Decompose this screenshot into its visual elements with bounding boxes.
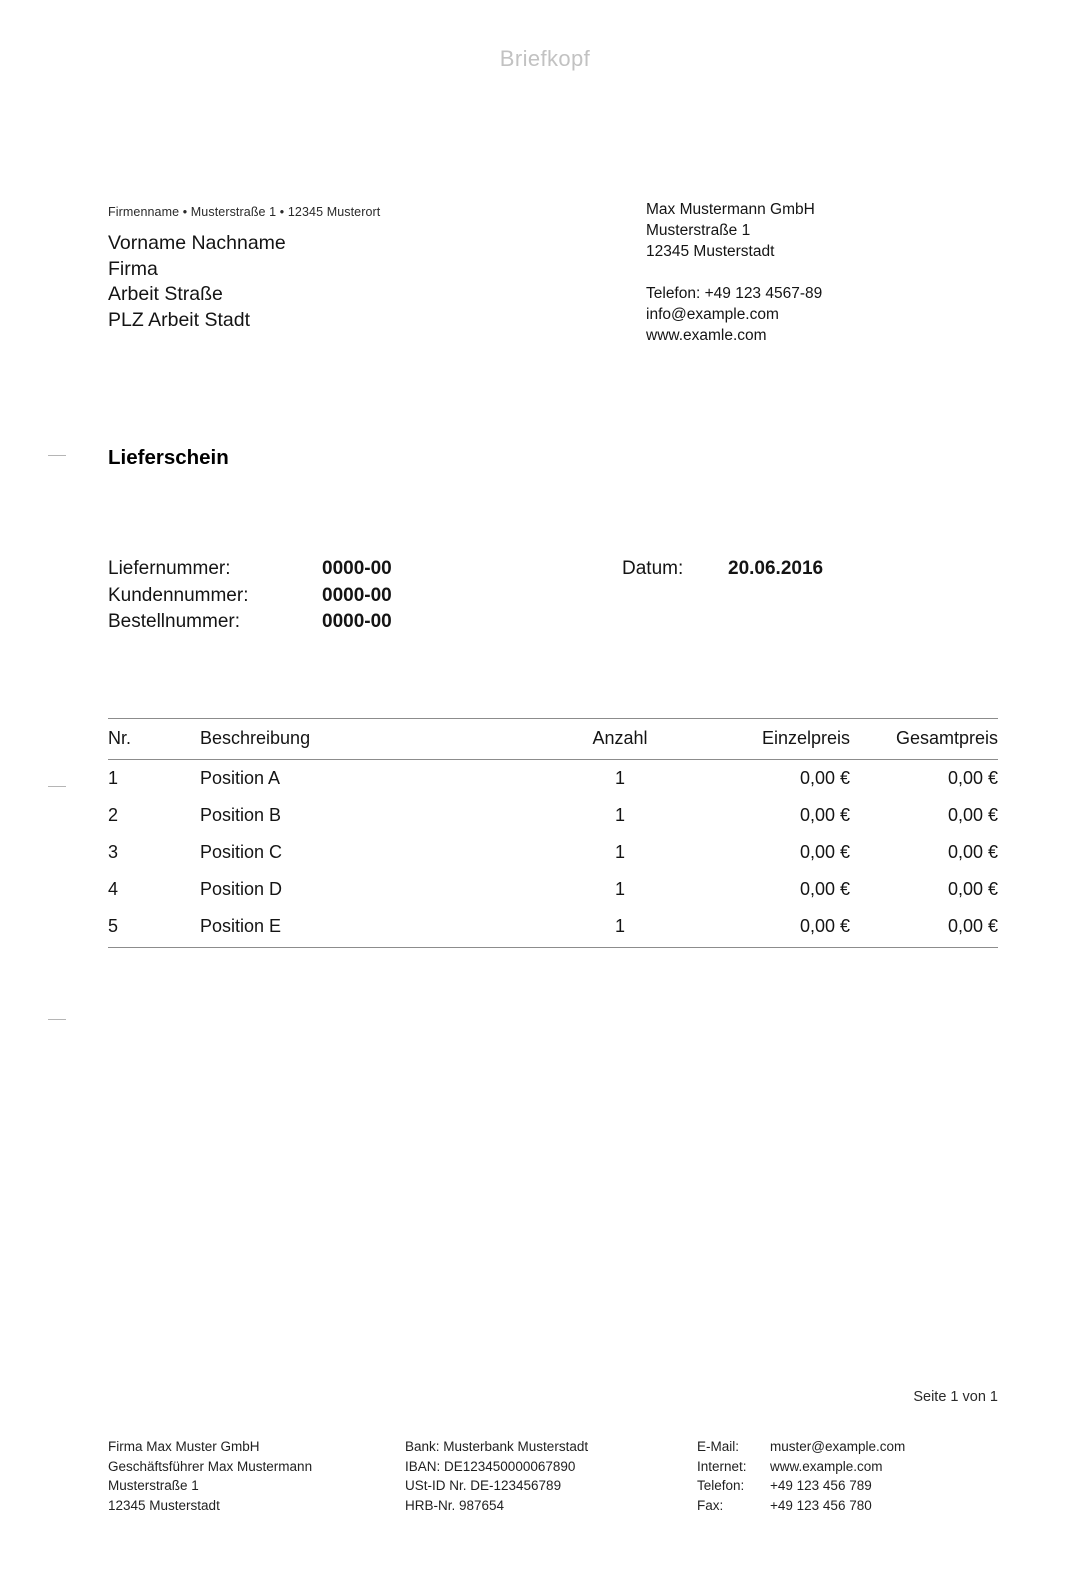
- meta-value: 0000-00: [322, 611, 392, 632]
- cell-unit-price: 0,00 €: [799, 805, 850, 825]
- date-label: Datum:: [622, 558, 684, 579]
- items-table-head: [108, 719, 998, 760]
- meta-label: Liefernummer:: [108, 558, 231, 579]
- items-table-body: [108, 760, 998, 948]
- sender-address: [646, 199, 822, 346]
- page-footer: [108, 1437, 1008, 1515]
- cell-quantity: 1: [540, 908, 700, 948]
- footer-internet-label: Internet:: [697, 1458, 747, 1474]
- cell-unit-price: 0,00 €: [700, 908, 850, 948]
- document-title: Lieferschein: [108, 446, 229, 469]
- document-date: [622, 556, 823, 583]
- table-row: [108, 834, 998, 871]
- recipient-line: Vorname Nachname: [108, 232, 286, 254]
- page-number: Seite 1 von 1: [913, 1389, 998, 1405]
- footer-hrb-nr: HRB-Nr. 987654: [405, 1497, 505, 1513]
- recipient-address: [108, 231, 286, 333]
- meta-row-delivery-number: [108, 556, 392, 583]
- table-row: [108, 760, 998, 798]
- cell-description: Position D: [200, 879, 283, 899]
- cell-unit-price: 0,00 €: [799, 768, 850, 788]
- cell-nr: 5: [108, 908, 200, 948]
- sender-website: www.examle.com: [646, 327, 767, 344]
- sender-phone: Telefon: +49 123 4567-89: [646, 285, 823, 302]
- footer-fax-value: +49 123 456 780: [770, 1497, 872, 1513]
- cell-nr: 3: [108, 842, 119, 862]
- meta-row-customer-number: [108, 583, 392, 610]
- meta-label: Bestellnummer:: [108, 611, 240, 632]
- header-description: Beschreibung: [200, 719, 540, 760]
- footer-company-column: [108, 1437, 405, 1515]
- cell-total-price: 0,00 €: [947, 805, 998, 825]
- letterhead-placeholder: Briefkopf: [499, 46, 591, 71]
- cell-unit-price: 0,00 €: [799, 879, 850, 899]
- footer-internet-row: [697, 1457, 997, 1477]
- table-header-row: [108, 719, 998, 760]
- footer-fax-row: [697, 1496, 997, 1516]
- cell-unit-price: 0,00 €: [799, 842, 850, 862]
- table-row: [108, 797, 998, 834]
- footer-company-director: Geschäftsführer Max Mustermann: [108, 1458, 313, 1474]
- footer-vat-id: USt-ID Nr. DE-123456789: [405, 1478, 562, 1493]
- cell-total-price: 0,00 €: [850, 908, 998, 948]
- footer-company-city: 12345 Musterstadt: [108, 1497, 220, 1513]
- fold-mark-top: [48, 455, 66, 456]
- footer-iban: IBAN: DE123450000067890: [405, 1458, 576, 1474]
- sender-line: 12345 Musterstadt: [646, 243, 775, 260]
- footer-phone-row: [697, 1476, 997, 1496]
- meta-label: Kundennummer:: [108, 584, 249, 606]
- cell-total-price: 0,00 €: [947, 768, 998, 788]
- cell-quantity: 1: [614, 768, 625, 788]
- cell-description: Position E: [200, 908, 540, 948]
- document-meta: [108, 556, 392, 636]
- footer-email-label: E-Mail:: [697, 1439, 740, 1454]
- footer-phone-value: +49 123 456 789: [770, 1478, 872, 1493]
- header-nr: Nr.: [108, 719, 200, 760]
- date-value: 20.06.2016: [728, 558, 824, 579]
- header-unit-price: Einzelpreis: [700, 719, 850, 760]
- cell-nr: 2: [108, 805, 119, 825]
- cell-quantity: 1: [614, 842, 625, 862]
- cell-quantity: 1: [614, 805, 625, 825]
- cell-nr: 4: [108, 879, 119, 899]
- cell-description: Position A: [200, 768, 281, 788]
- footer-company-street: Musterstraße 1: [108, 1478, 199, 1493]
- cell-description: Position C: [200, 842, 283, 862]
- sender-spacer: [646, 262, 822, 283]
- meta-row-order-number: [108, 609, 392, 636]
- cell-nr: 1: [108, 768, 119, 788]
- footer-bank-column: [405, 1437, 697, 1515]
- cell-total-price: 0,00 €: [947, 842, 998, 862]
- footer-bank-name: Bank: Musterbank Musterstadt: [405, 1439, 589, 1454]
- table-row: [108, 908, 998, 948]
- sender-line: Musterstraße 1: [646, 222, 751, 239]
- recipient-line: Arbeit Straße: [108, 283, 223, 305]
- header-total-price: Gesamtpreis: [850, 719, 998, 760]
- fold-mark-bottom: [48, 1019, 66, 1020]
- cell-total-price: 0,00 €: [947, 879, 998, 899]
- table-row: [108, 871, 998, 908]
- footer-contact-column: [697, 1437, 997, 1515]
- recipient-line: PLZ Arbeit Stadt: [108, 308, 250, 331]
- fold-mark-middle: [48, 786, 66, 787]
- sender-email: info@example.com: [646, 306, 779, 323]
- header-quantity: Anzahl: [540, 719, 700, 760]
- cell-quantity: 1: [614, 879, 625, 899]
- meta-value: 0000-00: [322, 584, 392, 606]
- return-address-line: Firmenname • Musterstraße 1 • 12345 Musterort: [108, 205, 381, 219]
- sender-line: Max Mustermann GmbH: [646, 201, 815, 218]
- recipient-line: Firma: [108, 257, 158, 280]
- footer-internet-value: www.example.com: [770, 1458, 883, 1474]
- footer-phone-label: Telefon:: [697, 1478, 745, 1493]
- cell-description: Position B: [200, 805, 282, 825]
- items-table: [108, 718, 998, 948]
- meta-value: 0000-00: [322, 558, 392, 579]
- footer-company-name: Firma Max Muster GmbH: [108, 1439, 260, 1454]
- footer-email-row: [697, 1437, 997, 1457]
- footer-fax-label: Fax:: [697, 1497, 724, 1513]
- footer-email-value: muster@example.com: [770, 1439, 906, 1454]
